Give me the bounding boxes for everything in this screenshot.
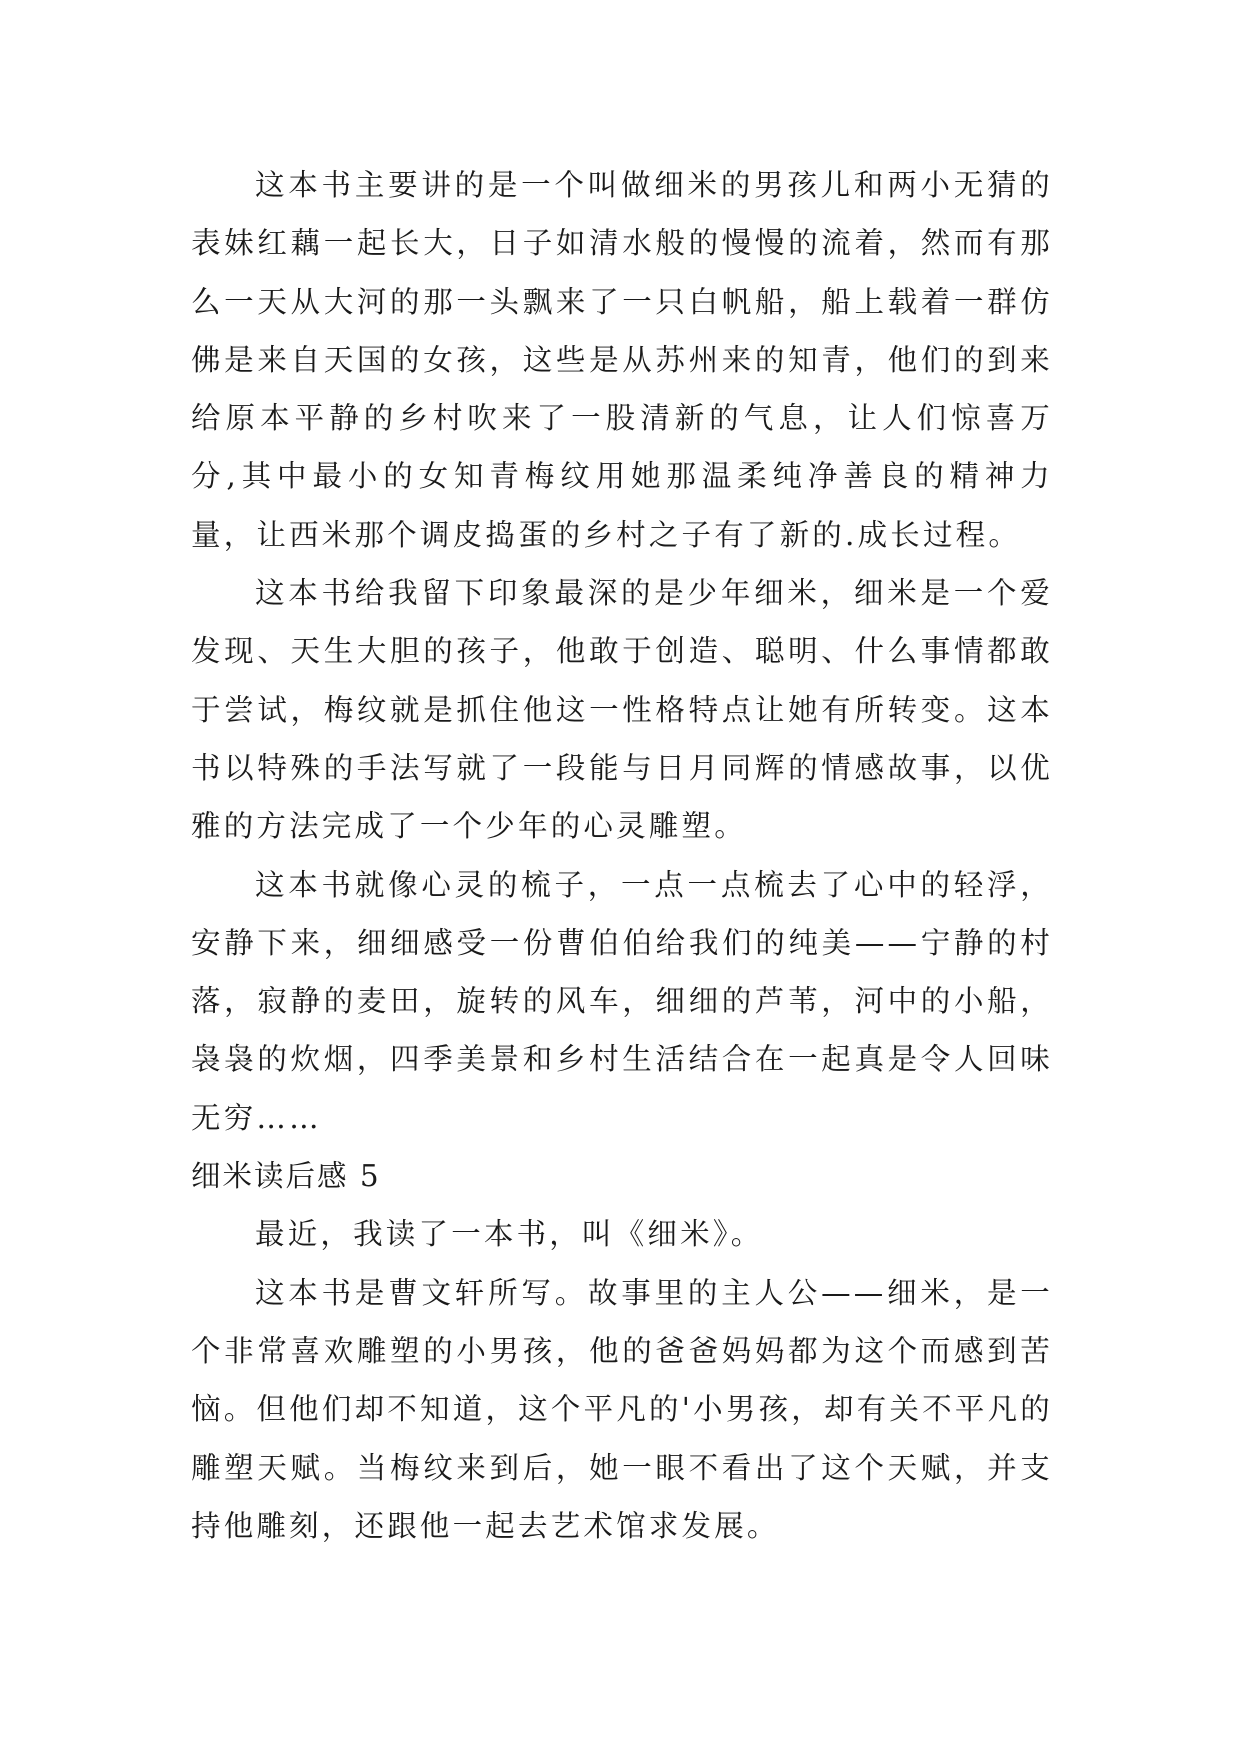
paragraph-comb-metaphor: 这本书就像心灵的梳子，一点一点梳去了心中的轻浮，安静下来，细细感受一份曹伯伯给我们的纯美——宁静的村落，寂静的麦田，旋转的风车，细细的芦苇，河中的小船，袅袅的炊烟，四季美景和乡村生活结合在一起真是令人回味无穷…… xyxy=(191,867,1053,1135)
paragraph-author-story: 这本书是曹文轩所写。故事里的主人公——细米，是一个非常喜欢雕塑的小男孩，他的爸爸妈妈都为这个而感到苦恼。但他们却不知道，这个平凡的'小男孩，却有关不平凡的雕塑天赋。当梅纹来到后，她一眼不看出了这个天赋，并支持他雕刻，还跟他一起去艺术馆求发展。 xyxy=(191,1275,1053,1543)
document-body xyxy=(191,156,1053,1555)
paragraph-impression: 这本书给我留下印象最深的是少年细米，细米是一个爱发现、天生大胆的孩子，他敢于创造、聪明、什么事情都敢于尝试，梅纹就是抓住他这一性格特点让她有所转变。这本书以特殊的手法写就了一段能与日月同辉的情感故事，以优雅的方法完成了一个少年的心灵雕塑。 xyxy=(191,576,1053,844)
section-heading: 细米读后感 5 xyxy=(191,1159,381,1194)
paragraph-plot-summary: 这本书主要讲的是一个叫做细米的男孩儿和两小无猜的表妹红藕一起长大，日子如清水般的慢慢的流着，然而有那么一天从大河的那一头飘来了一只白帆船，船上载着一群仿佛是来自天国的女孩，这些是从苏州来的知青，他们的到来给原本平静的乡村吹来了一股清新的气息，让人们惊喜万分,其中最小的女知青梅纹用她那温柔纯净善良的精神力量，让西米那个调皮捣蛋的乡村之子有了新的.成长过程。 xyxy=(191,168,1053,552)
paragraph-intro: 最近，我读了一本书，叫《细米》。 xyxy=(255,1217,764,1252)
